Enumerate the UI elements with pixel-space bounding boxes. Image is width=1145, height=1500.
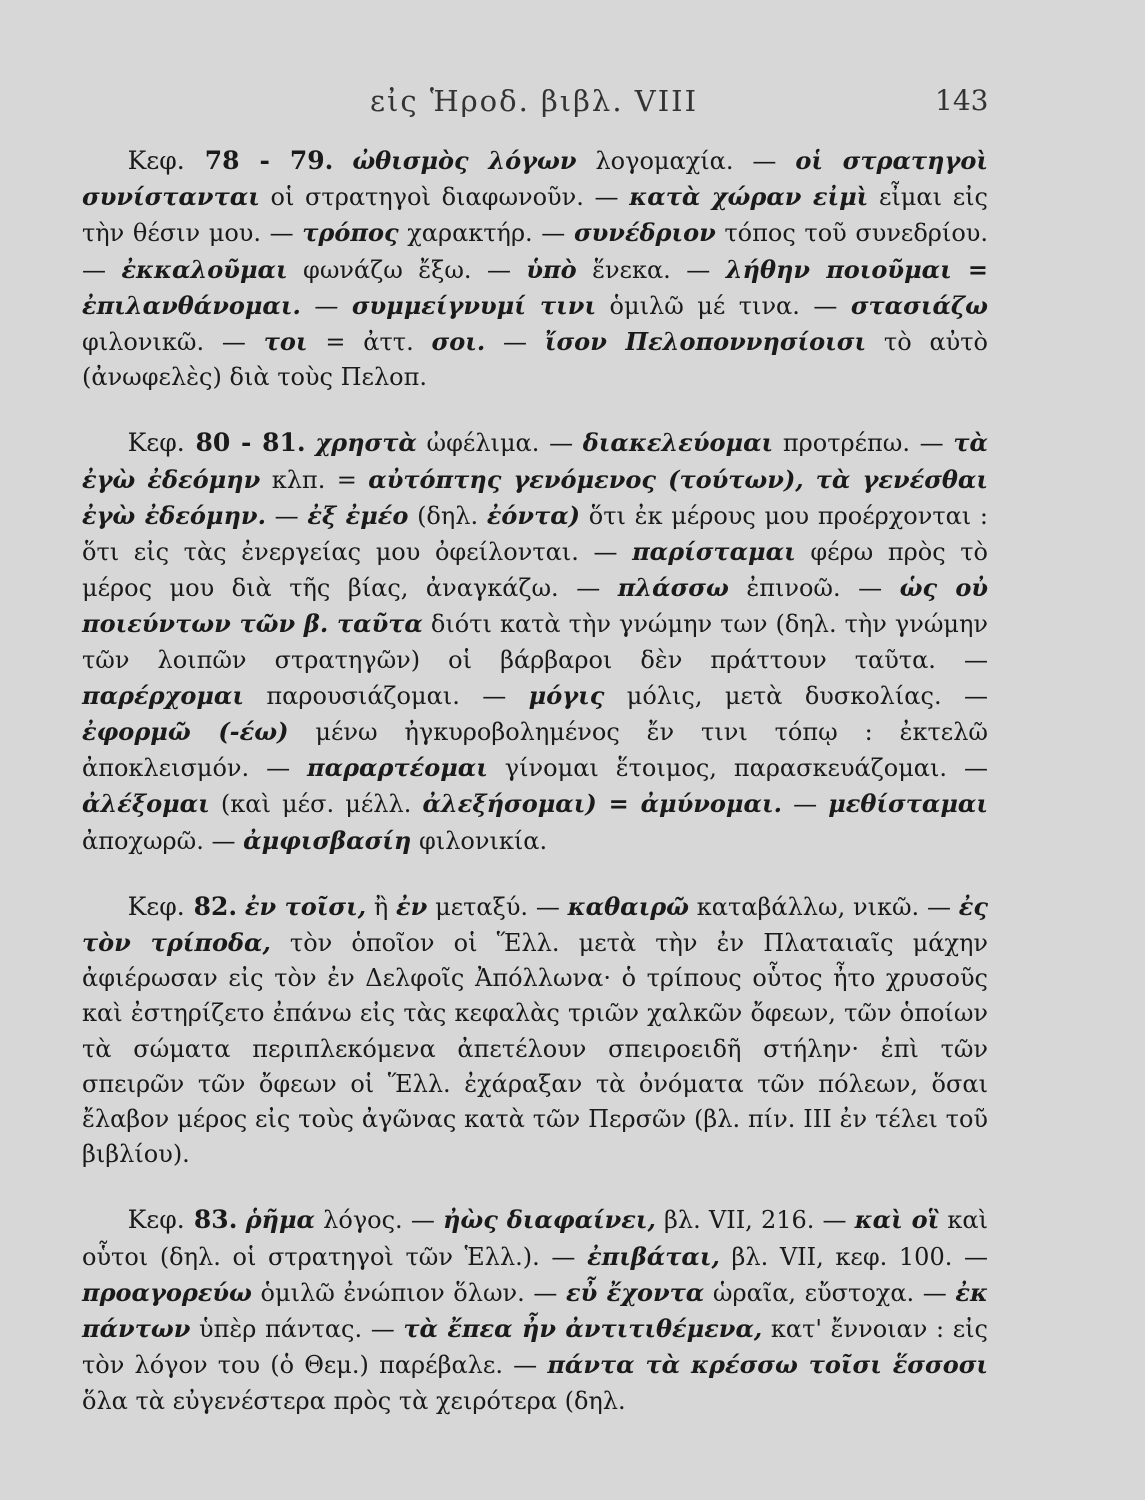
lemma-term: ὑπὸ: [526, 254, 577, 284]
gloss-text: προτρέπω. —: [773, 429, 954, 458]
gloss-text: τὸν ὁποῖον οἱ Ἕλλ. μετὰ τὴν ἐν Πλαταιαῖς μάχην ἀφιέρωσαν εἰς τὸν ἐν Δελφοῖς Ἀπόλλωνα· ὁ τρίπους οὗτος ἦτο χρυσοῦς καὶ ἐστηρίζετο ἐπάνω εἰς τὰς κεφαλὰς τριῶν χαλκῶν ὄφεων, τῶν ὁποίων τὰ σώματα περιπλεκόμενα ἀπετέλουν σπειροειδῆ στήλην· ἐπὶ τῶν σπειρῶν τῶν ὄφεων οἱ Ἕλλ. ἐχάραξαν τὰ ὀνόματα τῶν πόλεων, ὅσαι ἔλαβον μέρος εἰς τοὺς ἀγῶνας κατὰ τῶν Περσῶν (βλ. πίν. III ἐν τέλει τοῦ βιβλίου).: [82, 929, 989, 1169]
lemma-term: ἐπιβάται,: [587, 1241, 720, 1271]
lemma-term: αὐτόπτης γενόμενος (τούτων), τὰ γενέσθαι ἐγὼ ἐδεόμην.: [82, 464, 989, 530]
lemma-term: παραρτέομαι: [307, 753, 488, 783]
gloss-text: λόγος. —: [315, 1206, 443, 1235]
gloss-text: τόπος τοῦ συνεδρίου. —: [82, 219, 988, 284]
lemma-term: πλάσσω: [617, 573, 729, 603]
lemma-term: ἀμφισβασίη: [243, 825, 412, 855]
gloss-text: βλ. VII, 216. —: [655, 1206, 855, 1235]
lemma-term: τὰ ἔπεα ἦν ἀντιτιθέμενα,: [403, 1314, 763, 1344]
gloss-text: —: [485, 328, 545, 357]
gloss-text: φιλονικῶ. —: [82, 328, 264, 357]
lemma-term: ἐξ ἐμέο: [307, 500, 409, 530]
chapter-number: 78 - 79.: [204, 146, 334, 175]
gloss-text: γίνομαι ἕτοιμος, παρασκευάζομαι. —: [487, 754, 988, 783]
lemma-term: μεθίσταμαι: [828, 789, 988, 819]
gloss-text: —: [781, 790, 829, 819]
gloss-text: (δηλ.: [408, 501, 487, 530]
gloss-text: μόλις, μετὰ δυσκολίας. —: [604, 681, 988, 710]
lemma-term: χρηστὰ: [315, 428, 417, 458]
chapter-label: Κεφ.: [127, 428, 185, 458]
gloss-text: οἱ στρατηγοὶ διαφωνοῦν. —: [259, 183, 630, 212]
gloss-text: καταβάλλω, νικῶ. —: [689, 892, 959, 921]
gloss-text: χαρακτήρ. —: [398, 219, 574, 248]
lemma-term: ἐκκαλοῦμαι: [121, 254, 288, 284]
gloss-text: παρουσιάζομαι. —: [244, 681, 529, 710]
lemma-term: κατὰ χώραν εἰμὶ: [629, 182, 869, 212]
chapter-entry: [82, 143, 988, 395]
gloss-text: ὡραῖα, εὔστοχα. —: [704, 1278, 956, 1307]
lemma-term: ἠὼς διαφαίνει,: [442, 1205, 656, 1235]
chapter-heading: [128, 892, 237, 921]
gloss-text: ὑπὲρ πάντας. —: [190, 1315, 404, 1344]
gloss-text: ὅτι ἐκ μέρους μου προέρχονται : ὅτι εἰς τὰς ἐνεργείας μου ὀφείλονται. —: [82, 501, 988, 567]
gloss-text: εἶμαι εἰς τὴν θέσιν μου. —: [82, 183, 988, 248]
gloss-text: ἕνεκα. —: [576, 255, 726, 284]
commentary-body: [82, 143, 988, 1449]
gloss-text: ἐπινοῶ. —: [728, 574, 900, 603]
gloss-text: ὁμιλῶ μέ τινα. —: [596, 291, 851, 320]
gloss-text: —: [265, 501, 308, 530]
chapter-entry: [82, 889, 988, 1173]
lemma-term: τὰ ἐγὼ ἐδεόμην: [82, 428, 988, 494]
chapter-number: 80 - 81.: [195, 428, 306, 458]
lemma-term: οἱ στρατηγοὶ συνίστανται: [82, 146, 988, 212]
chapter-heading: [128, 428, 306, 457]
gloss-text: = ἀττ.: [307, 328, 432, 357]
lemma-term: παρέρχομαι: [82, 680, 244, 710]
gloss-text: ὠφέλιμα. —: [416, 429, 583, 458]
chapter-heading: [128, 146, 334, 175]
chapter-label: Κεφ.: [127, 891, 185, 921]
gloss-text: λογομαχία. —: [576, 147, 796, 175]
lemma-term: ἐόντα): [486, 500, 581, 530]
lemma-term: ἐφορμῶ (-έω): [82, 717, 289, 747]
gloss-text: ἢ: [366, 892, 397, 921]
lemma-term: μόγις: [528, 680, 605, 710]
lemma-term: τοι: [263, 327, 308, 357]
gloss-text: ὁμιλῶ ἐνώπιον ὅλων. —: [251, 1278, 567, 1307]
chapter-entry: [82, 1202, 988, 1418]
running-title: εἰς Ἡροδ. βιβλ. VIII: [370, 84, 699, 118]
gloss-text: καὶ οὗτοι (δηλ. οἱ στρατηγοὶ τῶν Ἑλλ.). —: [82, 1206, 988, 1271]
page-number: 143: [935, 84, 989, 117]
gloss-text: μεταξύ. —: [427, 892, 568, 921]
gloss-text: φωνάζω ἔξω. —: [287, 255, 527, 284]
gloss-text: κλπ. =: [260, 465, 369, 494]
lemma-term: ὡς οὐ ποιεύντων τῶν β. ταῦτα: [82, 573, 989, 639]
lemma-term: προαγορεύω: [82, 1277, 252, 1307]
lemma-term: ἐν τοῖσι,: [244, 891, 367, 921]
lemma-term: ἐν: [396, 891, 428, 921]
gloss-text: φέρω πρὸς τὸ μέρος μου διὰ τῆς βίας, ἀναγκάζω. —: [82, 538, 988, 603]
gloss-text: κατ' ἔννοιαν : εἰς τὸν λόγον του (ὁ Θεμ.) παρέβαλε. —: [82, 1315, 988, 1380]
lemma-term: ἐς τὸν τρίποδα,: [82, 891, 988, 958]
gloss-text: (καὶ μέσ. μέλλ.: [209, 790, 423, 819]
gloss-text: διότι κατὰ τὴν γνώμην των (δηλ. τὴν γνώμην τῶν λοιπῶν στρατηγῶν) οἱ βάρβαροι δὲν πράττουν ταῦτα. —: [82, 610, 988, 674]
chapter-label: Κεφ.: [127, 146, 185, 175]
chapter-heading: [128, 1205, 238, 1234]
lemma-term: συνέδριον: [573, 218, 716, 248]
lemma-term: εὖ ἔχοντα: [566, 1277, 705, 1307]
lemma-term: παρίσταμαι: [632, 537, 796, 567]
lemma-term: τρόπος: [302, 218, 399, 248]
lemma-term: ὠθισμὸς λόγων: [352, 146, 577, 175]
gloss-text: φιλονικία.: [411, 826, 548, 855]
lemma-term: ἀλεξήσομαι) = ἀμύνομαι.: [422, 789, 782, 819]
chapter-label: Κεφ.: [127, 1205, 185, 1235]
chapter-entry: [82, 425, 988, 858]
lemma-term: διακελεύομαι: [582, 428, 774, 458]
gloss-text: ὅλα τὰ εὐγενέστερα πρὸς τὰ χειρότερα (δηλ.: [82, 1386, 626, 1415]
lemma-term: ἀλέξομαι: [82, 789, 210, 819]
lemma-term: καθαιρῶ: [567, 891, 689, 921]
gloss-text: βλ. VII, κεφ. 100. —: [719, 1242, 988, 1271]
gloss-text: —: [300, 291, 352, 320]
gloss-text: μένω ἠγκυροβολημένος ἔν τινι τόπῳ : ἐκτελῶ ἀποκλεισμόν. —: [82, 718, 988, 783]
lemma-term: καὶ οἳ: [854, 1205, 940, 1235]
chapter-number: 82.: [193, 891, 238, 921]
lemma-term: λήθην ποιοῦμαι = ἐπιλανθάνομαι.: [82, 254, 989, 320]
gloss-text: ἀποχωρῶ. —: [82, 826, 244, 855]
gloss-text: τὸ αὐτὸ (ἀνωφελὲς) διὰ τοὺς Πελοπ.: [82, 328, 988, 392]
page-header: [0, 84, 1145, 124]
lemma-term: στασιάζω: [850, 290, 988, 320]
lemma-term: ἐκ πάντων: [82, 1277, 988, 1344]
chapter-number: 83.: [193, 1205, 238, 1235]
lemma-term: σοι.: [431, 327, 486, 357]
lemma-term: συμμείγνυμί τινι: [351, 290, 597, 320]
lemma-term: ῥῆμα: [245, 1205, 316, 1235]
lemma-term: ἴσον Πελοποννησίοισι: [544, 327, 867, 357]
lemma-term: πάντα τὰ κρέσσω τοῖσι ἕσσοσι: [547, 1350, 989, 1380]
